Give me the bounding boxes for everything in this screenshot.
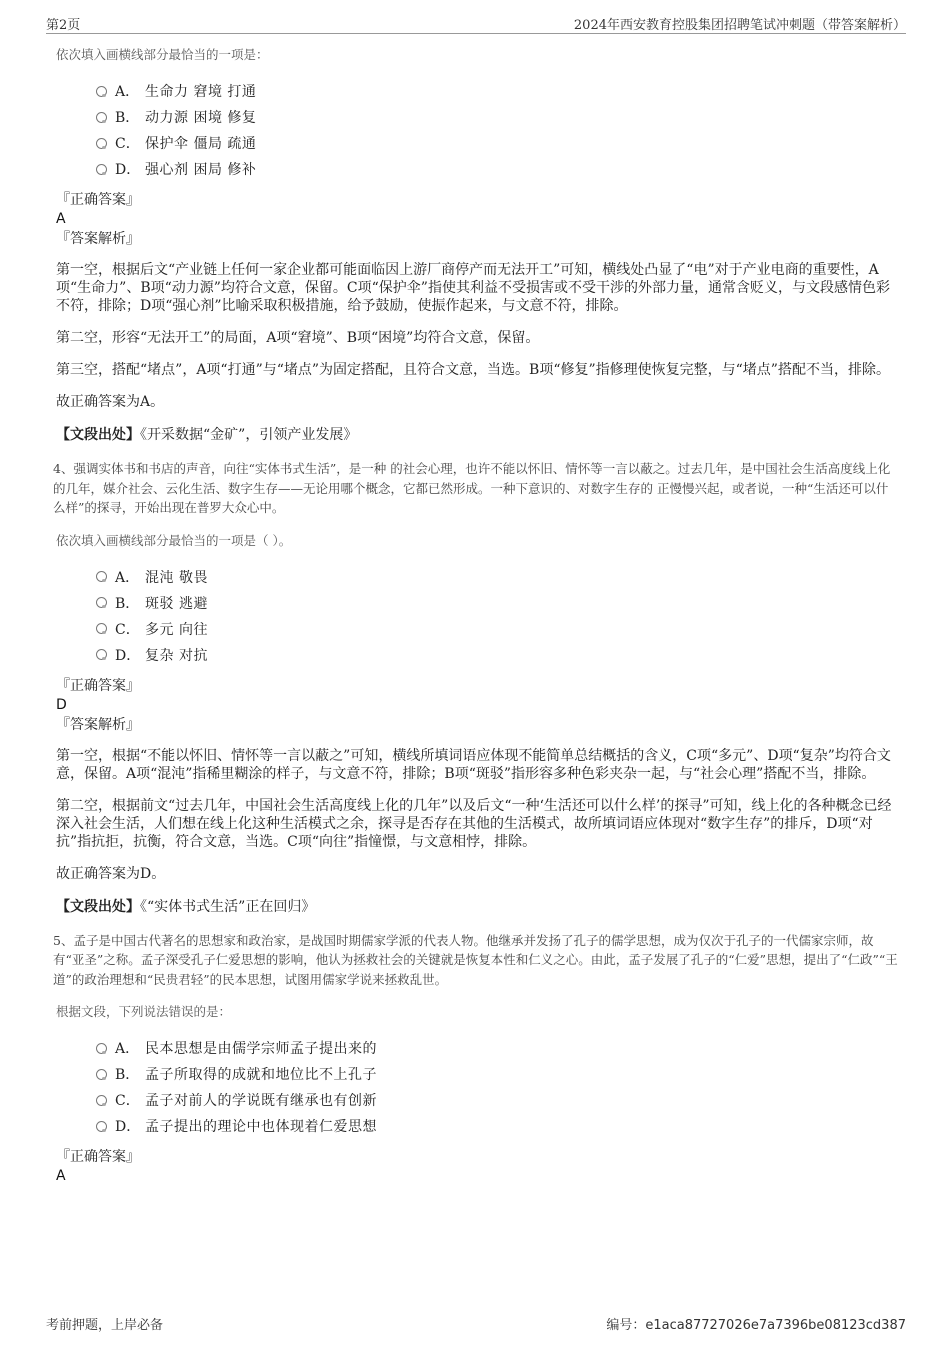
- option-a[interactable]: A． 生命力 窘境 打通: [96, 78, 898, 104]
- radio-icon[interactable]: [96, 112, 107, 123]
- radio-icon[interactable]: [96, 649, 107, 660]
- option-c[interactable]: C． 多元 向往: [96, 616, 898, 642]
- option-d[interactable]: D． 复杂 对抗: [96, 642, 898, 668]
- analysis-label: 『答案解析』: [56, 231, 140, 247]
- radio-icon[interactable]: [96, 86, 107, 97]
- analysis-paragraph: 第一空，根据后文“产业链上任何一家企业都可能面临因上游厂商停产而无法开工”可知，横线处凸显了“电”对于产业电商的重要性，A项“生命力”、B项“动力源”均符合文意，保留。C项“保护伞”指使其利益不受损害或不受干涉的外部力量，通常含贬义，与文段感情色彩不符，排除；D项“强心剂”比喻采取积极措施，给予鼓励，使振作起来，与文意不符，排除。: [56, 262, 890, 314]
- correct-answer: A: [56, 1168, 66, 1184]
- question-prompt: 依次填入画横线部分最恰当的一项是（ ）。: [56, 532, 292, 548]
- answer-label: 『正确答案』: [56, 677, 140, 694]
- option-c[interactable]: C． 孟子对前人的学说既有继承也有创新: [96, 1087, 898, 1113]
- radio-icon[interactable]: [96, 164, 107, 175]
- document-code: 编号：e1aca87727026e7a7396be08123cd387: [606, 1318, 906, 1333]
- question-passage: 5、孟子是中国古代著名的思想家和政治家，是战国时期儒家学派的代表人物。他继承并发扬了孔子的儒学思想，成为仅次于孔子的一代儒家宗师，故有“亚圣”之称。孟子深受孔子仁爱思想的影响，他认为拯救社会的关键就是恢复本性和仁义之心。由此，孟子发展了孔子的“仁爱”思想，提出了“仁政”“王道”的政治理想和“民贵君轻”的民本思想，试图用儒家学说来拯救乱世。: [53, 932, 898, 987]
- radio-icon[interactable]: [96, 138, 107, 149]
- option-d[interactable]: D． 孟子提出的理论中也体现着仁爱思想: [96, 1113, 898, 1139]
- question-prompt: 依次填入画横线部分最恰当的一项是：: [56, 47, 269, 62]
- option-list: [96, 564, 898, 668]
- radio-icon[interactable]: [96, 597, 107, 608]
- option-c[interactable]: C． 保护伞 僵局 疏通: [96, 130, 898, 156]
- option-a[interactable]: A． 民本思想是由儒学宗师孟子提出来的: [96, 1035, 898, 1061]
- option-b[interactable]: B． 斑驳 逃避: [96, 590, 898, 616]
- question-5: [53, 931, 898, 1187]
- analysis-paragraph: 第二空，根据前文“过去几年，中国社会生活高度线上化的几年”以及后文“一种‘生活还可以什么样’的探寻”可知，线上化的各种概念已经深入社会生活，人们想在线上化这种生活模式之余，探寻是否存在其他的生活模式，故所填词语应体现对“数字生存”的排斥，D项“对抗”指抗拒，抗衡，符合文意，当选。C项“向往”指憧憬，与文意相悖，排除。: [56, 797, 892, 850]
- radio-icon[interactable]: [96, 571, 107, 582]
- radio-icon[interactable]: [96, 1095, 107, 1106]
- option-list: [96, 1035, 898, 1139]
- option-b[interactable]: B． 孟子所取得的成就和地位比不上孔子: [96, 1061, 898, 1087]
- analysis-paragraph: 第三空，搭配“堵点”，A项“打通”与“堵点”为固定搭配，且符合文意，当选。B项“修复”指修理使恢复完整，与“堵点”搭配不当，排除。: [56, 362, 890, 378]
- question-passage: 4、强调实体书和书店的声音，向往“实体书式生活”，是一种 的社会心理，也许不能以怀旧、情怀等一言以蔽之。过去几年，是中国社会生活高度线上化的几年，媒介社会、云化生活、数字生存——无论用哪个概念，它都已然形成。一种下意识的、对数字生存的 正慢慢兴起，或者说，一种“生活还可以什么样”的探寻，开始出现在普罗大众心中。: [53, 461, 891, 515]
- source-citation: 【文段出处】《开采数据“金矿”，引领产业发展》: [56, 427, 358, 443]
- source-citation: 【文段出处】《“实体书式生活”正在回归》: [56, 898, 316, 915]
- question-3: [56, 46, 898, 445]
- correct-answer: D: [56, 696, 67, 713]
- page-number: 第2页: [46, 18, 81, 33]
- radio-icon[interactable]: [96, 1043, 107, 1054]
- option-list: [96, 78, 898, 182]
- footer-slogan: 考前押题，上岸必备: [46, 1318, 164, 1333]
- question-4: [53, 459, 898, 917]
- option-b[interactable]: B． 动力源 困境 修复: [96, 104, 898, 130]
- answer-label: 『正确答案』: [56, 192, 140, 208]
- document-title: 2024年西安教育控股集团招聘笔试冲刺题（带答案解析）: [573, 18, 906, 33]
- radio-icon[interactable]: [96, 623, 107, 634]
- analysis-paragraph: 第一空，根据“不能以怀旧、情怀等一言以蔽之”可知，横线所填词语应体现不能简单总结概括的含义，C项“多元”、D项“复杂”均符合文意，保留。A项“混沌”指稀里糊涂的样子，与文意不符，排除；B项“斑驳”指形容多种色彩夹杂一起，与“社会心理”搭配不当，排除。: [56, 747, 891, 782]
- answer-label: 『正确答案』: [56, 1149, 140, 1165]
- option-a[interactable]: A． 混沌 敬畏: [96, 564, 898, 590]
- radio-icon[interactable]: [96, 1121, 107, 1132]
- analysis-paragraph: 第二空，形容“无法开工”的局面，A项“窘境”、B项“困境”均符合文意，保留。: [56, 330, 540, 346]
- radio-icon[interactable]: [96, 1069, 107, 1080]
- option-d[interactable]: D． 强心剂 困局 修补: [96, 156, 898, 182]
- page-header: [46, 14, 906, 34]
- analysis-label: 『答案解析』: [56, 716, 140, 733]
- question-prompt: 根据文段，下列说法错误的是：: [56, 1004, 232, 1019]
- analysis-paragraph: 故正确答案为A。: [56, 394, 165, 410]
- page-content: [53, 46, 898, 1186]
- analysis-paragraph: 故正确答案为D。: [56, 865, 166, 882]
- correct-answer: A: [56, 211, 66, 227]
